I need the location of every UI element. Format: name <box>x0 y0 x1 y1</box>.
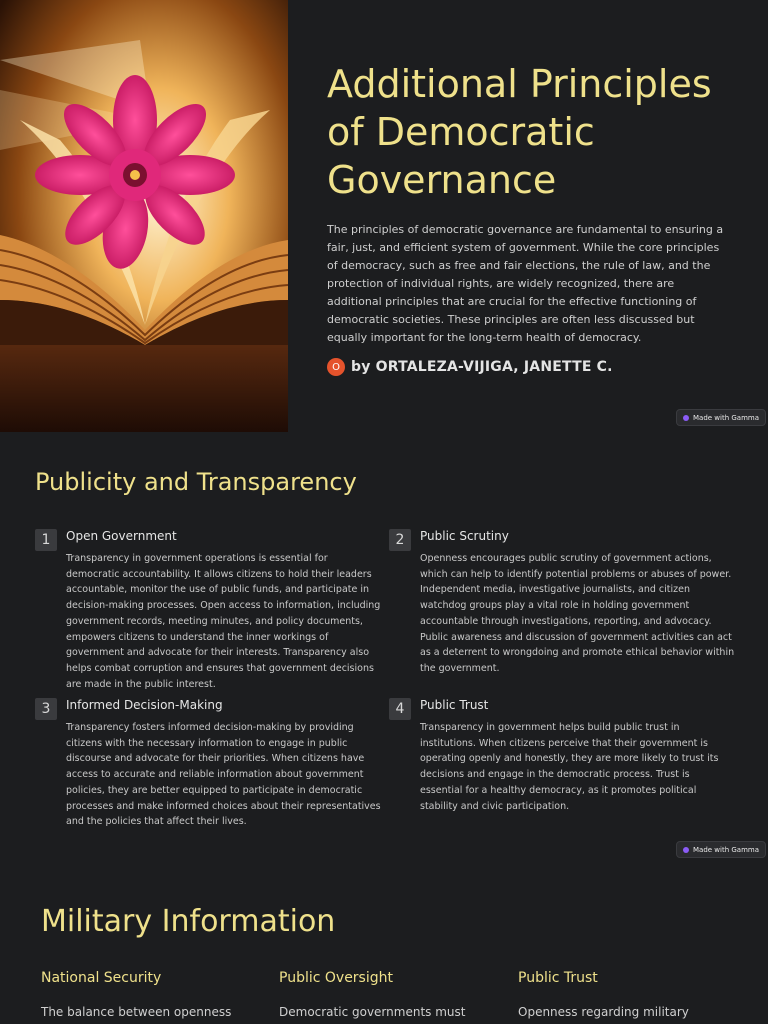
item-heading: Informed Decision-Making <box>66 698 223 712</box>
item-number: 2 <box>389 529 411 551</box>
item-text: Transparency in government operations is essential for democratic accountability. It allows citizens to hold their leaders accountable, monitor the use of public funds, and participate in decision-making processes. Open access to information, including government records, meeting minutes, and policy documents, empowers citizens to understand the inner workings of government and advocate for their interests. Transparency also helps combat corruption and ensures that government decisions are made in the public interest. <box>66 553 381 690</box>
author-name: by ORTALEZA-VIJIGA, JANETTE C. <box>351 359 613 375</box>
column <box>279 970 489 1020</box>
avatar: O <box>327 358 345 376</box>
slide-title: Additional Principles of Democratic Governance <box>327 62 712 202</box>
item-number: 1 <box>35 529 57 551</box>
item-heading: Open Government <box>66 529 177 543</box>
slide-title: Military Information <box>41 904 336 939</box>
author-row <box>327 358 613 376</box>
item-number: 4 <box>389 698 411 720</box>
column <box>518 970 728 1020</box>
publicity-transparency-slide <box>0 432 768 864</box>
slide-title: Publicity and Transparency <box>35 468 357 496</box>
made-with-gamma-badge[interactable] <box>676 409 766 426</box>
made-with-gamma-badge[interactable] <box>676 841 766 858</box>
item-heading: Public Trust <box>420 698 489 712</box>
gamma-logo-icon <box>683 847 689 853</box>
column-heading: Public Trust <box>518 970 598 986</box>
item-number: 3 <box>35 698 57 720</box>
column-heading: National Security <box>41 970 162 986</box>
badge-label: Made with Gamma <box>693 845 760 854</box>
item-text: Transparency in government helps build public trust in institutions. When citizens perceive that their government is operating openly and honestly, they are more likely to trust its decisions and engage in the democratic process. Trust is essential for a healthy democracy, as it promotes political stability and civic participation. <box>420 722 719 812</box>
column-text: Openness regarding military <box>518 1005 689 1019</box>
column-heading: Public Oversight <box>279 970 393 986</box>
title-slide <box>0 0 768 432</box>
item-text: Openness encourages public scrutiny of government actions, which can help to identify potential problems or abuses of power. Independent media, investigative journalists, and citizen watchdog groups play a vital role in holding government accountable through investigations, reporting, and advocacy. Public awareness and discussion of government activities can act as a deterrent to wrongdoing and promote ethical behavior within the government. <box>420 553 735 674</box>
item-heading: Public Scrutiny <box>420 529 509 543</box>
intro-paragraph: The principles of democratic governance are fundamental to ensuring a fair, just, and efficient system of government. While the core principles of democracy, such as free and fair elections, the rule of law, and the protection of individual rights, are widely recognized, there are additional principles that are crucial for the effective functioning of democratic societies. These principles are often less discussed but equally important for the long-term health of democracy. <box>327 223 724 344</box>
item-text: Transparency fosters informed decision-making by providing citizens with the necessary information to engage in public discourse and advocate for their priorities. When citizens have access to accurate and reliable information about government policies, they are better equipped to participate in democratic processes and make informed choices about their representatives and the policies that affect their lives. <box>66 722 381 828</box>
column <box>41 970 251 1020</box>
military-information-slide <box>0 864 768 1024</box>
hero-image-book-flower <box>0 0 288 432</box>
column-text: Democratic governments must <box>279 1005 466 1019</box>
badge-label: Made with Gamma <box>693 413 760 422</box>
column-text: The balance between openness <box>41 1005 232 1019</box>
gamma-logo-icon <box>683 415 689 421</box>
